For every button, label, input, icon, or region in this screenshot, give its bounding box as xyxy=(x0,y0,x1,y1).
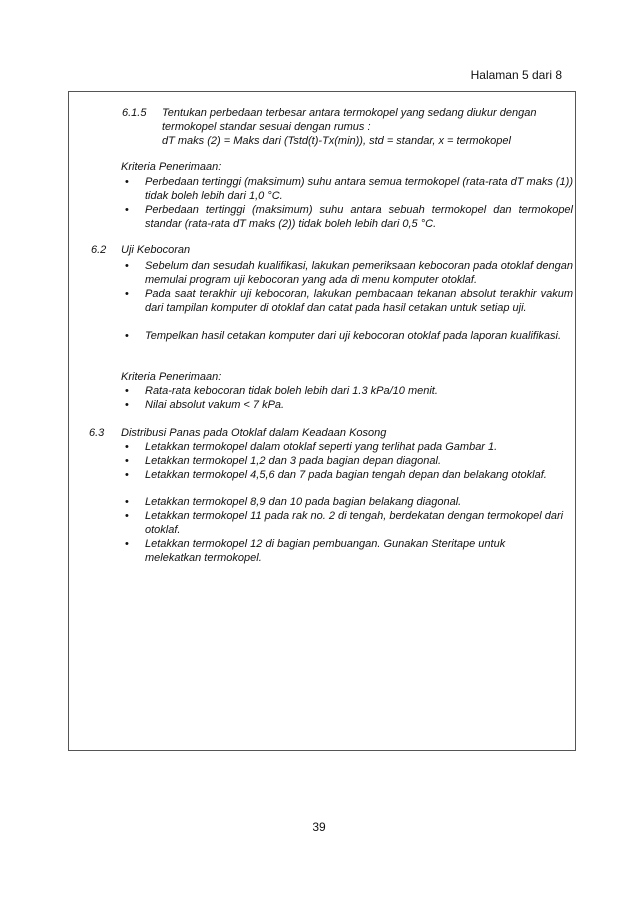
list-item xyxy=(125,259,573,287)
content-box xyxy=(68,91,576,751)
bullet-icon: • xyxy=(125,538,129,550)
section-63-item-3: Letakkan termokopel 4,5,6 dan 7 pada bagian tengah depan dan belakang otoklaf. xyxy=(145,469,547,481)
list-item xyxy=(125,468,573,482)
list-item xyxy=(125,509,573,537)
bullet-icon: • xyxy=(125,441,129,453)
bullet-icon: • xyxy=(125,455,129,467)
section-63-item-5: Letakkan termokopel 11 pada rak no. 2 di tengah, berdekatan dengan termokopel dari otoklaf. xyxy=(145,510,564,536)
bullet-icon: • xyxy=(125,399,129,411)
section-63-item-6: Letakkan termokopel 12 di bagian pembuangan. Gunakan Steritape untuk melekatkan termokopel. xyxy=(145,538,506,564)
list-item xyxy=(125,329,573,343)
section-615-line3: dT maks (2) = Maks dari (Tstd(t)-Tx(min)), std = standar, x = termokopel xyxy=(162,135,511,147)
bullet-icon: • xyxy=(125,385,129,397)
bullet-icon: • xyxy=(125,330,129,342)
criteria-61-item-1: Perbedaan tertinggi (maksimum) suhu antara semua termokopel (rata-rata dT maks (1)) tidak boleh lebih dari 1,0 °C. xyxy=(145,176,573,202)
section-62-number: 6.2 xyxy=(91,244,107,256)
page-number: 39 xyxy=(312,820,326,834)
bullet-icon: • xyxy=(125,260,129,272)
section-63-item-1: Letakkan termokopel dalam otoklaf seperti yang terlihat pada Gambar 1. xyxy=(145,441,498,453)
list-item xyxy=(125,287,573,315)
list-item xyxy=(125,175,573,203)
bullet-icon: • xyxy=(125,204,129,216)
criteria-62-title: Kriteria Penerimaan: xyxy=(121,371,222,383)
section-63-item-2: Letakkan termokopel 1,2 dan 3 pada bagian depan diagonal. xyxy=(145,455,442,467)
section-615-line2: termokopel standar sesuai dengan rumus : xyxy=(162,121,371,133)
section-63-number: 6.3 xyxy=(89,427,105,439)
section-615-number: 6.1.5 xyxy=(122,107,147,119)
criteria-62-item-1: Rata-rata kebocoran tidak boleh lebih dari 1.3 kPa/10 menit. xyxy=(145,385,438,397)
list-item xyxy=(125,398,573,412)
section-62-item-1: Sebelum dan sesudah kualifikasi, lakukan pemeriksaan kebocoran pada otoklaf dengan memulai program uji kebocoran yang ada di menu komputer otoklaf. xyxy=(145,260,573,286)
criteria-61-title: Kriteria Penerimaan: xyxy=(121,161,222,173)
bullet-icon: • xyxy=(125,496,129,508)
list-item xyxy=(125,440,573,454)
section-62-item-3: Tempelkan hasil cetakan komputer dari uji kebocoran otoklaf pada laporan kualifikasi. xyxy=(145,330,562,342)
bullet-icon: • xyxy=(125,510,129,522)
list-item xyxy=(125,495,573,509)
section-62-title: Uji Kebocoran xyxy=(121,244,191,256)
list-item xyxy=(125,384,573,398)
section-62-item-2: Pada saat terakhir uji kebocoran, lakukan pembacaan tekanan absolut terakhir vakum dari tampilan komputer di otoklaf dan catat pada hasil cetakan untuk setiap uji. xyxy=(145,288,573,314)
list-item xyxy=(125,454,573,468)
list-item xyxy=(125,203,573,231)
bullet-icon: • xyxy=(125,288,129,300)
list-item xyxy=(125,537,573,565)
page-header-label: Halaman 5 dari 8 xyxy=(470,68,562,82)
section-63-item-4: Letakkan termokopel 8,9 dan 10 pada bagian belakang diagonal. xyxy=(145,496,462,508)
bullet-icon: • xyxy=(125,176,129,188)
criteria-62-item-2: Nilai absolut vakum < 7 kPa. xyxy=(145,399,285,411)
section-615-line1: Tentukan perbedaan terbesar antara termokopel yang sedang diukur dengan xyxy=(162,107,537,119)
bullet-icon: • xyxy=(125,469,129,481)
criteria-61-item-2: Perbedaan tertinggi (maksimum) suhu antara sebuah termokopel dan termokopel standar (rata-rata dT maks (2)) tidak boleh lebih dari 0,5 °C. xyxy=(145,204,573,230)
section-63-title: Distribusi Panas pada Otoklaf dalam Keadaan Kosong xyxy=(121,427,387,439)
